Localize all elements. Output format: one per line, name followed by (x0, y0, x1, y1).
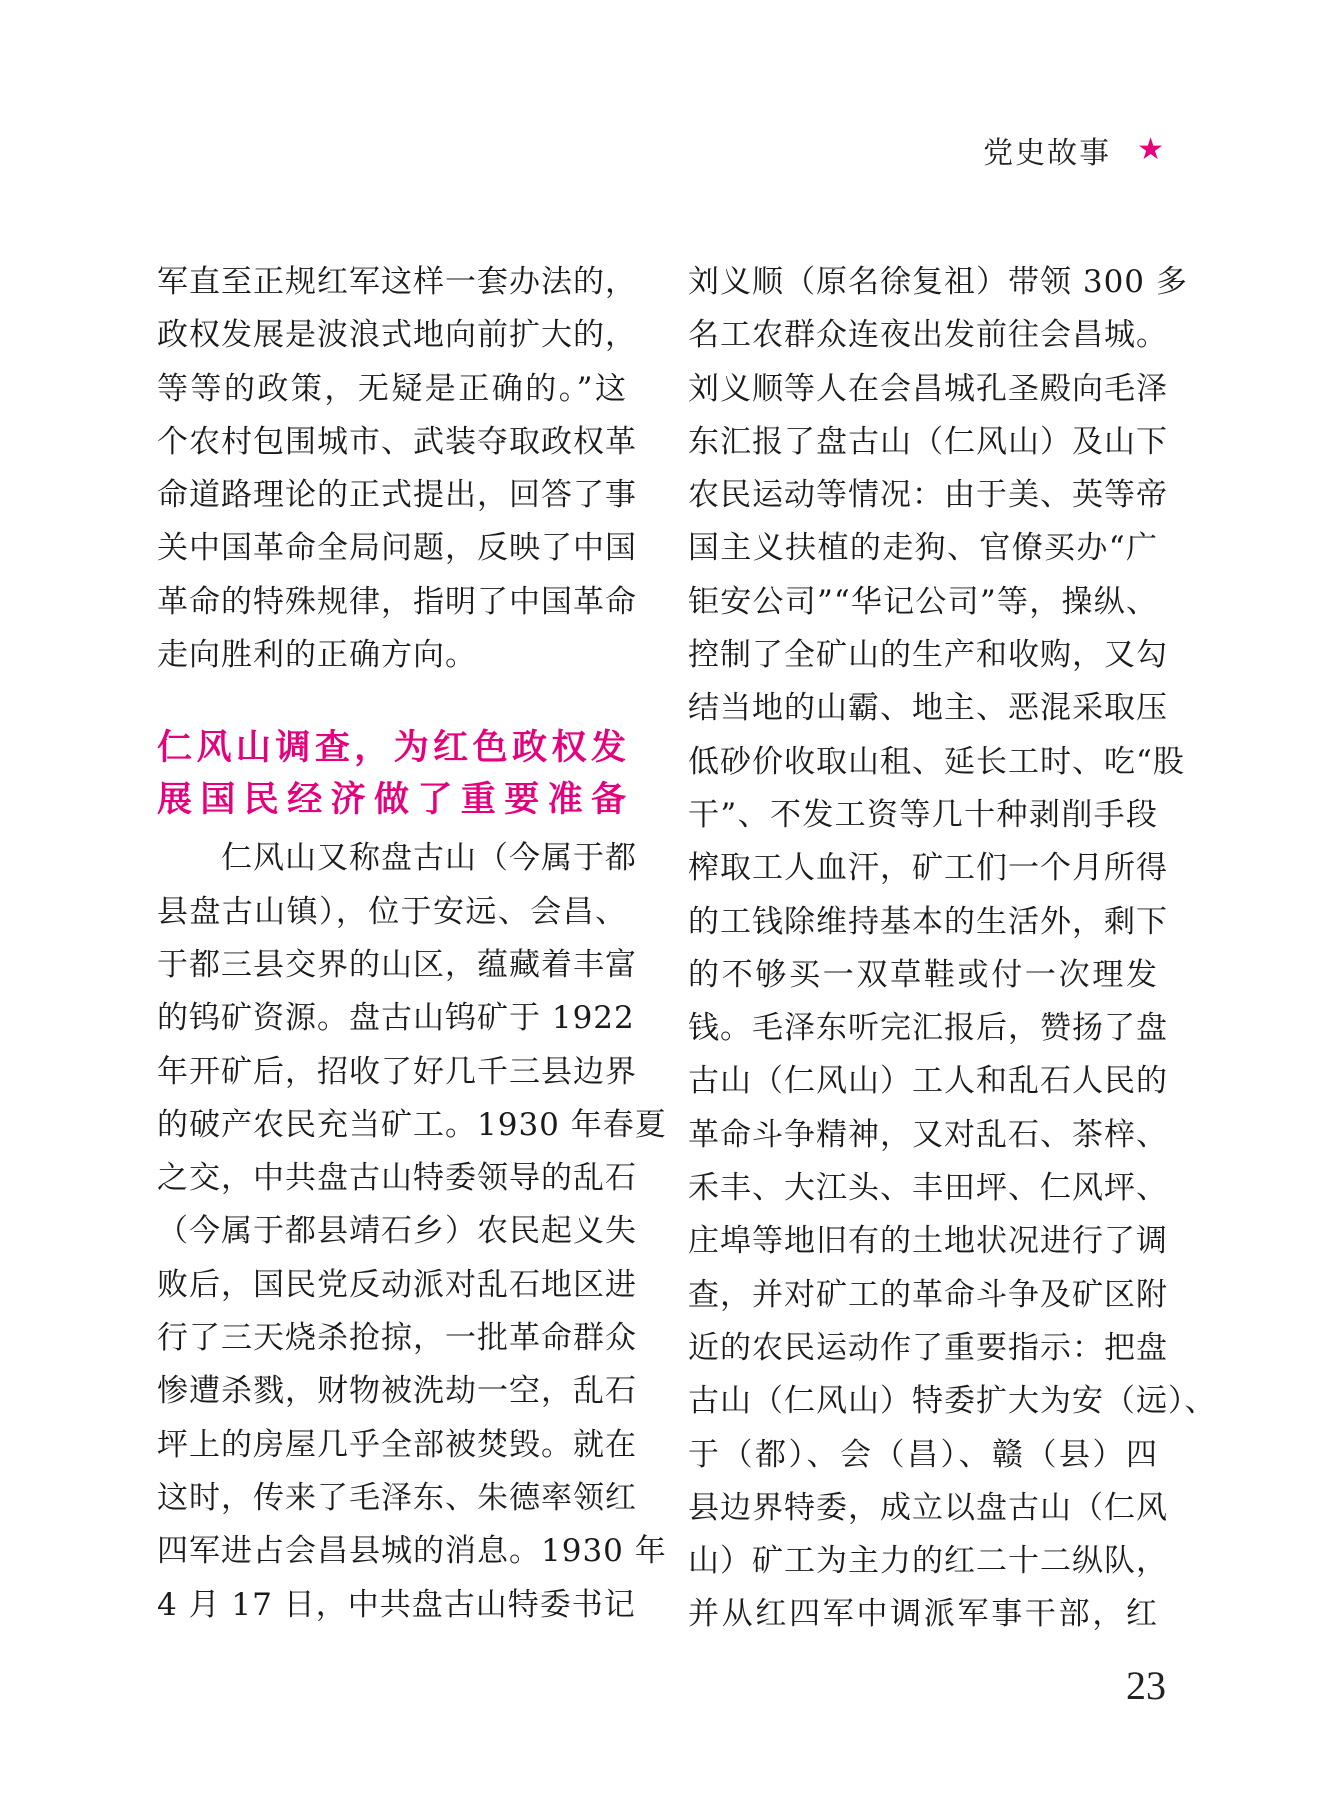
text-line: 军直至正规红军这样一套办法的， (157, 264, 637, 300)
text-line: 坪上的房屋几乎全部被焚毁。就在 (157, 1426, 637, 1463)
text-line: 的不够买一双草鞋或付一次理发 (688, 956, 1158, 993)
text-line: 4 月 17 日，中共盘古山特委书记 (157, 1586, 636, 1623)
text-line: 国主义扶植的走狗、官僚买办“广 (688, 530, 1158, 567)
text-line: 政权发展是波浪式地向前扩大的， (157, 317, 637, 354)
text-line: 的钨矿资源。盘古山钨矿于 1922 (157, 1000, 635, 1037)
heading-line: 仁风山调查，为红色政权发 (157, 728, 627, 769)
text-line: 关中国革命全局问题，反映了中国 (157, 530, 637, 567)
text-line: 的工钱除维持基本的生活外，剩下 (688, 903, 1168, 940)
text-line: 低砂价收取山租、延长工时、吃“股 (688, 743, 1185, 780)
text-line: 四军进占会昌县城的消息。1930 年 (157, 1533, 667, 1570)
text-line: 革命的特殊规律，指明了中国革命 (157, 583, 637, 620)
text-line: 控制了全矿山的生产和收购，又勾 (688, 637, 1168, 674)
text-line: 这时，传来了毛泽东、朱德率领红 (157, 1479, 637, 1516)
text-line: 干”、不发工资等几十种剥削手段 (688, 796, 1158, 833)
section-heading (157, 722, 627, 826)
text-line: （今属于都县靖石乡）农民起义失 (157, 1213, 637, 1250)
text-line: 庄埠等地旧有的土地状况进行了调 (688, 1223, 1168, 1260)
star-icon: ★ (1137, 132, 1166, 167)
text-line: 禾丰、大江头、丰田坪、仁风坪、 (688, 1170, 1168, 1207)
text-line: 钜安公司”“华记公司”等，操纵、 (688, 583, 1158, 620)
text-line: 县盘古山镇），位于安远、会昌、 (157, 893, 627, 930)
text-line: 古山（仁风山）工人和乱石人民的 (688, 1063, 1168, 1100)
text-line: 命道路理论的正式提出，回答了事 (157, 477, 637, 514)
text-line: 结当地的山霸、地主、恶混采取压 (688, 690, 1168, 727)
text-line: 仁风山又称盘古山（今属于都 (157, 840, 637, 877)
section-title: 党史故事 (983, 136, 1112, 171)
text-line: 并从红四军中调派军事干部，红 (688, 1596, 1158, 1633)
heading-line: 展国民经济做了重要准备 (157, 780, 627, 821)
text-line: 等等的政策，无疑是正确的。”这 (157, 370, 627, 407)
text-line: 于都三县交界的山区，蕴藏着丰富 (157, 946, 637, 983)
text-line: 年开矿后，招收了好几千三县边界 (157, 1053, 637, 1090)
left-column (157, 256, 667, 1632)
text-line: 行了三天烧杀抢掠，一批革命群众 (157, 1320, 637, 1357)
text-line: 个农村包围城市、武装夺取政权革 (157, 423, 637, 460)
running-head (983, 128, 1166, 172)
text-line: 革命斗争精神，又对乱石、茶梓、 (688, 1116, 1168, 1153)
text-line: 惨遭杀戮，财物被洗劫一空，乱石 (157, 1373, 637, 1410)
text-line: 名工农群众连夜出发前往会昌城。 (688, 317, 1168, 354)
text-line: 的破产农民充当矿工。1930 年春夏 (157, 1106, 667, 1143)
text-line: 于（都）、会（昌）、赣（县）四 (688, 1436, 1158, 1473)
text-line: 刘义顺等人在会昌城孔圣殿向毛泽 (688, 370, 1168, 407)
text-line: 走向胜利的正确方向。 (157, 637, 477, 674)
text-line: 榨取工人血汗，矿工们一个月所得 (688, 850, 1168, 887)
page-number: 23 (1126, 1663, 1166, 1708)
text-line: 古山（仁风山）特委扩大为安（远）、 (688, 1383, 1217, 1420)
right-column (688, 256, 1217, 1642)
text-line: 东汇报了盘古山（仁风山）及山下 (688, 423, 1168, 460)
intro-paragraph (157, 256, 637, 682)
text-line: 刘义顺（原名徐复祖）带领 300 多 (688, 264, 1188, 300)
body-paragraph (157, 832, 667, 1631)
text-line: 查，并对矿工的革命斗争及矿区附 (688, 1276, 1168, 1313)
text-line: 近的农民运动作了重要指示：把盘 (688, 1329, 1168, 1366)
text-line: 山）矿工为主力的红二十二纵队， (688, 1543, 1168, 1580)
text-line: 败后，国民党反动派对乱石地区进 (157, 1266, 637, 1303)
text-line: 农民运动等情况：由于美、英等帝 (688, 477, 1168, 514)
text-line: 县边界特委，成立以盘古山（仁风 (688, 1489, 1168, 1526)
text-line: 之交，中共盘古山特委领导的乱石 (157, 1160, 637, 1197)
text-line: 钱。毛泽东听完汇报后，赞扬了盘 (688, 1010, 1168, 1047)
